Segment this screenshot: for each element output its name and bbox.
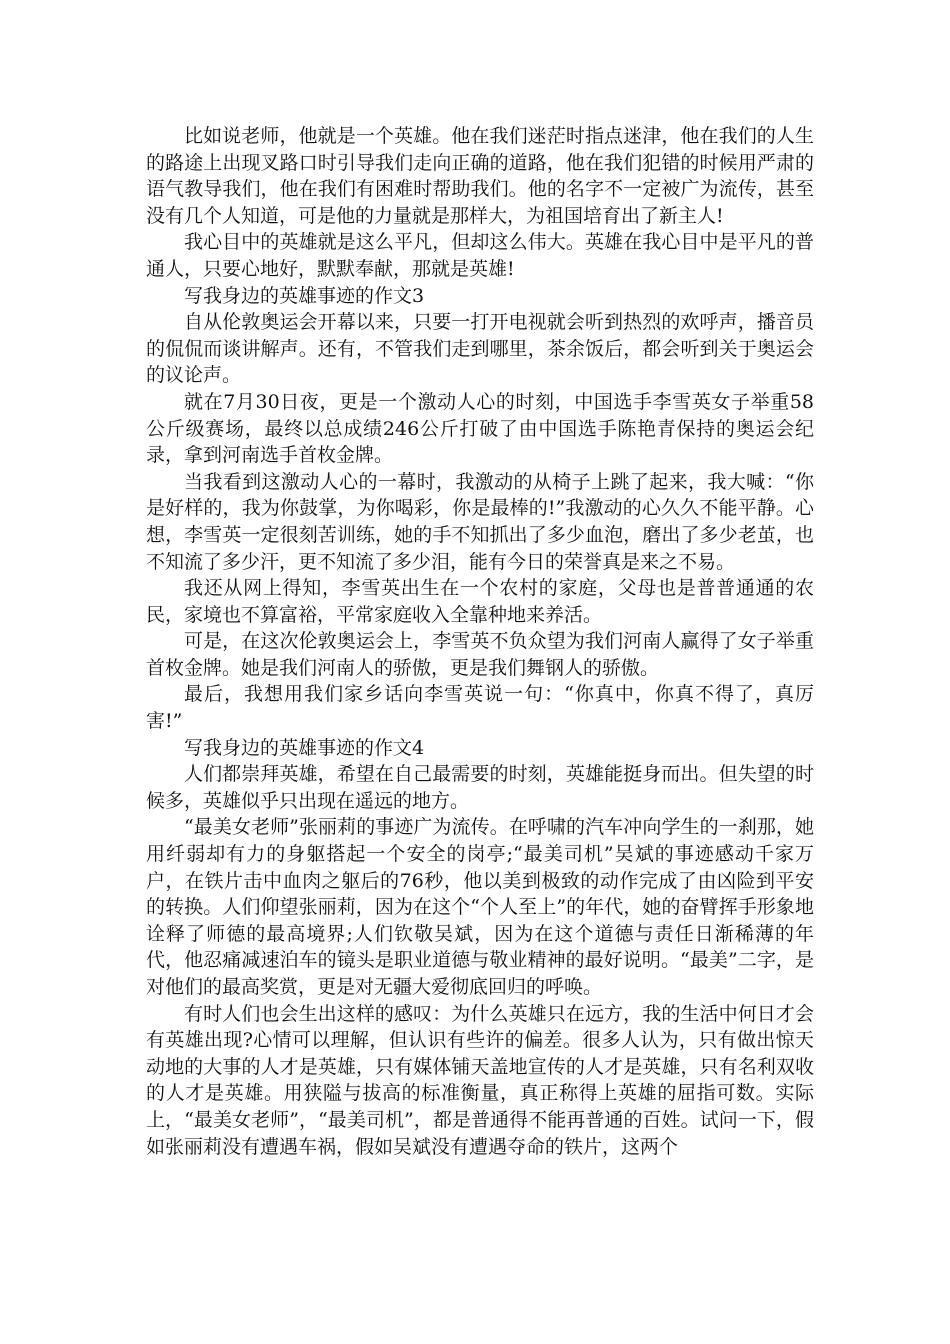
paragraph-excitement: 当我看到这激动人心的一幕时，我激动的从椅子上跳了起来，我大喊：“你是好样的，我为你鼓掌，为你喝彩，你是最棒的!”我激动的心久久不能平静。心想，李雪英一定很刻苦训练，她的手不知抓出了多少血泡，磨出了多少老茧，也不知流了多少汗，更不知流了多少泪，能有今日的荣誉真是来之不易。	[146, 470, 814, 573]
paragraph-july-30: 就在7月30日夜，更是一个激动人心的时刻，中国选手李雪英女子举重58公斤级赛场，最终以总成绩246公斤打破了由中国选手陈艳青保持的奥运会纪录，拿到河南选手首枚金牌。	[146, 390, 814, 467]
paragraph-henan-pride: 可是，在这次伦敦奥运会上，李雪英不负众望为我们河南人赢得了女子举重首枚金牌。她是我们河南人的骄傲，更是我们舞钢人的骄傲。	[146, 630, 814, 679]
paragraph-sigh: 有时人们也会生出这样的感叹：为什么英雄只在远方，我的生活中何日才会有英雄出现?心情可以理解，但认识有些许的偏差。很多人认为，只有做出惊天动地的大事的人才是英雄，只有媒体铺天盖地宣传的人才是英雄，只有名利双收的人才是英雄。用狭隘与拔高的标准衡量，真正称得上英雄的屈指可数。实际上，“最美女老师”，“最美司机”，都是普通得不能再普通的百姓。试问一下，假如张丽莉没有遭遇车祸，假如吴斌没有遭遇夺命的铁片，这两个	[146, 1002, 814, 1158]
paragraph-hometown-words: 最后，我想用我们家乡话向李雪英说一句：“你真中，你真不得了，真厉害!”	[146, 683, 814, 733]
paragraph-most-beautiful: “最美女老师”张丽莉的事迹广为流传。在呼啸的汽车冲向学生的一刹那，她用纤弱却有力的身躯搭起一个安全的岗亭;“最美司机”吴斌的事迹感动千家万户，在铁片击中血肉之躯后的76秒，他以美到极致的动作完成了由凶险到平安的转换。人们仰望张丽莉，因为在这个“个人至上”的年代，她的奋臂挥手形象地诠释了师德的最高境界;人们钦敬吴斌，因为在这个道德与责任日渐稀薄的年代，他忍痛减速泊车的镜头是职业道德与敬业精神的最好说明。“最美”二字，是对他们的最高奖赏，更是对无疆大爱彻底回归的呼唤。	[146, 816, 814, 998]
paragraph-worship-heroes: 人们都崇拜英雄，希望在自己最需要的时刻，英雄能挺身而出。但失望的时候多，英雄似乎只出现在遥远的地方。	[146, 763, 814, 812]
paragraph-olympics-opening: 自从伦敦奥运会开幕以来，只要一打开电视就会听到热烈的欢呼声，播音员的侃侃而谈讲解声。还有，不管我们走到哪里，茶余饭后，都会听到关于奥运会的议论声。	[146, 311, 814, 387]
document-body	[146, 123, 814, 1160]
essay-heading-3: 写我身边的英雄事迹的作文3	[184, 284, 425, 307]
paragraph-family-background: 我还从网上得知，李雪英出生在一个农村的家庭，父母也是普普通通的农民，家境也不算富裕，平常家庭收入全靠种地来养活。	[146, 577, 814, 626]
essay-heading-4: 写我身边的英雄事迹的作文4	[184, 736, 425, 759]
paragraph-teacher-hero: 比如说老师，他就是一个英雄。他在我们迷茫时指点迷津，他在我们的人生的路途上出现叉路口时引导我们走向正确的道路，他在我们犯错的时候用严肃的语气教导我们，他在我们有困难时帮助我们。他的名字不一定被广为流传，甚至没有几个人知道，可是他的力量就是那样大，为祖国培育出了新主人!	[146, 125, 814, 227]
paragraph-ordinary-hero: 我心目中的英雄就是这么平凡，但却这么伟大。英雄在我心目中是平凡的普通人，只要心地好，默默奉献，那就是英雄!	[146, 231, 814, 280]
